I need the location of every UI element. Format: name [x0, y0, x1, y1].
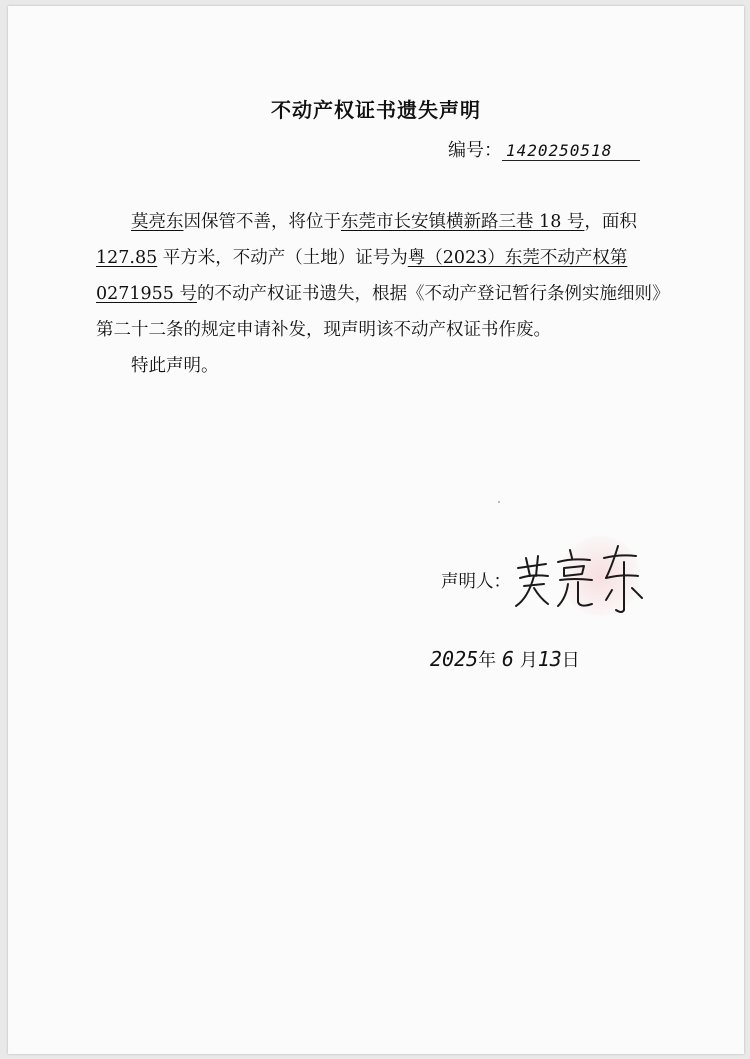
- serial-number: [448, 136, 640, 162]
- certificate-number: 粤（2023）东莞不动产权第 0271955 号: [96, 248, 628, 304]
- text-segment: 因保管不善，将位于: [183, 212, 341, 232]
- text-segment: 的不动产权证书遗失，根据《不动产登记暂行条例实施细则》第二十二条的规定申请补发，现声明该不动产权证书作废。: [96, 284, 670, 340]
- date-day: 13: [537, 647, 562, 671]
- date-month-unit: 月: [519, 650, 538, 671]
- date-year: 2025: [430, 647, 479, 671]
- scan-speck: [498, 501, 500, 503]
- serial-label: 编号：: [448, 140, 502, 161]
- signature-area: [508, 518, 668, 628]
- date-day-unit: 日: [561, 650, 580, 671]
- statement-paragraph: [96, 204, 678, 348]
- date-month: 6: [501, 647, 514, 671]
- document-title: 不动产权证书遗失声明: [271, 98, 481, 122]
- document-page: [8, 6, 744, 1054]
- text-segment: ，面积: [584, 212, 637, 232]
- statement-body: [96, 204, 678, 384]
- text-segment: 平方米，不动产（土地）证号为: [157, 248, 408, 268]
- owner-name: 莫亮东: [131, 212, 184, 232]
- serial-value: 1420250518: [502, 141, 640, 161]
- date-year-unit: 年: [478, 650, 497, 671]
- handwritten-signature: [508, 518, 668, 628]
- property-address: 东莞市长安镇横新路三巷 18 号: [341, 212, 585, 232]
- property-area: 127.85: [96, 248, 158, 268]
- closing-paragraph: 特此声明。: [131, 356, 219, 376]
- declarant-label: 声明人：: [441, 572, 511, 592]
- statement-date: [430, 646, 580, 672]
